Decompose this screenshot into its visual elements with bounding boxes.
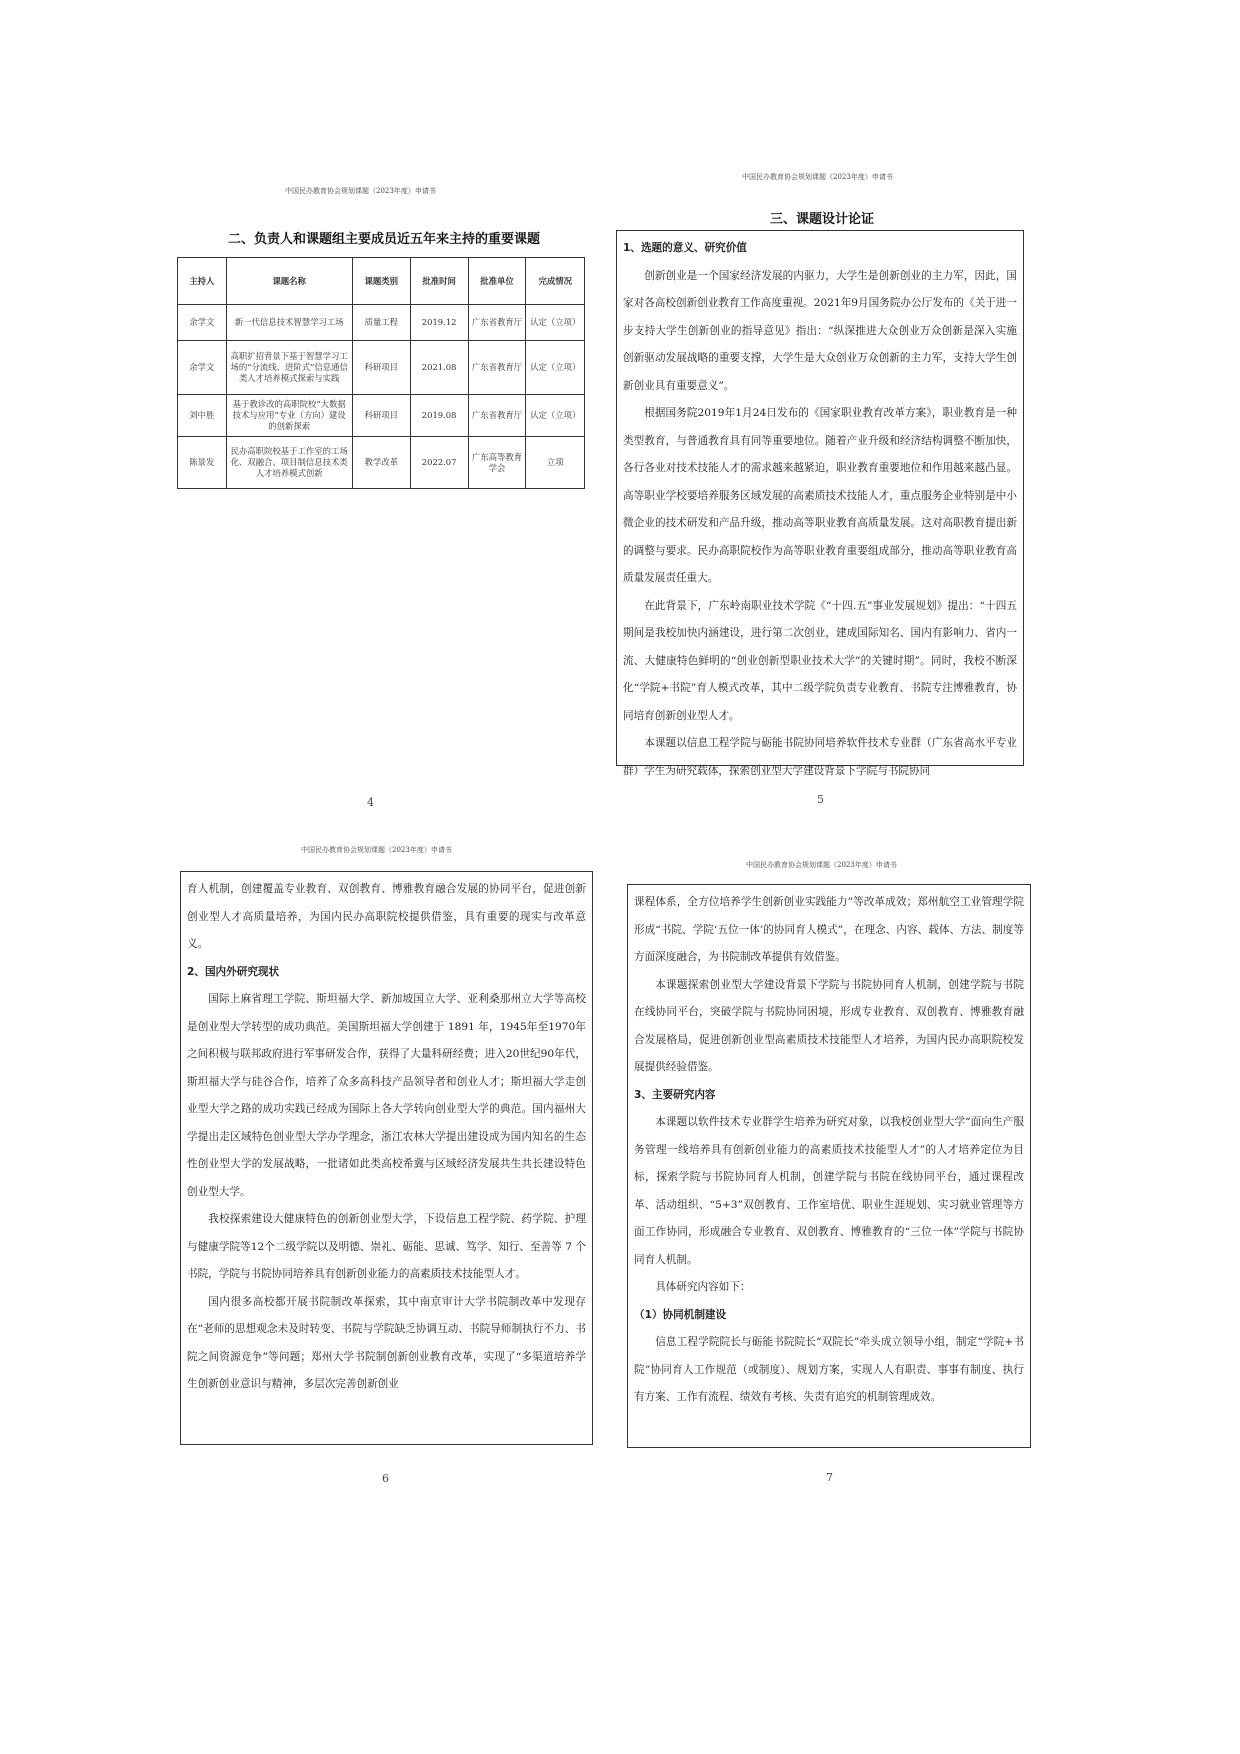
page6-number: 6	[382, 1472, 389, 1485]
table-header-row	[178, 258, 585, 305]
paragraph: 创新创业是一个国家经济发展的内驱力，大学生是创新创业的主力军，因此，国家对各高校创新创业教育工作高度重视。2021年9月国务院办公厅发布的《关于进一步支持大学生创新创业的指导意见》指出：“纵深推进大众创业万众创新是深入实施创新驱动发展战略的重要支撑，大学生是大众创业万众创新的主力军，支持大学生创新创业具有重要意义”。	[623, 269, 1017, 392]
cell-date: 2019.08	[410, 395, 468, 437]
cell-date: 2022.07	[410, 437, 468, 489]
cell-status: 认定（立项）	[526, 341, 585, 395]
paragraph: 本课题探索创业型大学建设背景下学院与书院协同育人机制，创建学院与书院在线协同平台，突破学院与书院协同困境，形成专业教育、双创教育、博雅教育融合发展格局，促进创新创业型高素质技术技能型人才培养，为国内民办高职院校发展提供经验借鉴。	[634, 978, 1024, 1073]
paragraph: 国内很多高校都开展书院制改革探索，其中南京审计大学书院制改革中发现存在“老师的思想观念未及时转变、书院与学院缺乏协调互动、书院导师制执行不力、书院之间资源竞争”等问题；郑州大学书院制创新创业教育改革，实现了“多渠道培养学生创新创业意识与精神，多层次完善创新创业	[187, 1295, 586, 1390]
cell-name: 基于教诊改的高职院校“大数据技术与应用”专业（方向）建设的创新探索	[226, 395, 352, 437]
page6-heading: 2、国内外研究现状	[187, 965, 280, 978]
paragraph: 在此背景下，广东岭南职业技术学院《“十四.五”事业发展规划》提出：“十四五期间是我校加快内涵建设，进行第二次创业，建成国际知名、国内有影响力、省内一流、大健康特色鲜明的“创业创新型职业技术大学”的关键时期”。同时，我校不断深化“学院+书院”育人模式改革，其中二级学院负责专业教育、书院专注博雅教育，协同培育创新创业型人才。	[623, 599, 1017, 722]
cell-unit: 广东省教育厅	[468, 395, 526, 437]
col-category: 课题类别	[352, 258, 410, 305]
page7-number: 7	[826, 1471, 833, 1484]
table-row	[178, 305, 585, 341]
cell-host: 余学文	[178, 341, 227, 395]
cell-name: 新一代信息技术智慧学习工场	[226, 305, 352, 341]
cell-date: 2019.12	[410, 305, 468, 341]
col-status: 完成情况	[526, 258, 585, 305]
projects-table	[177, 257, 585, 489]
col-name: 课题名称	[226, 258, 352, 305]
cell-host: 余学文	[178, 305, 227, 341]
page4-header: 中国民办教育协会规划课题（2023年度）申请书	[285, 187, 436, 195]
cell-status: 立项	[526, 437, 585, 489]
cell-name: 高职扩招背景下基于智慧学习工场的“分流线、进阶式”信息通信类人才培养模式探索与实践	[226, 341, 352, 395]
table-row	[178, 341, 585, 395]
paragraph: 本课题以信息工程学院与砺能书院协同培养软件技术专业群（广东省高水平专业群）学生为研究载体，探索创业型大学建设背景下学院与书院协同	[623, 737, 1017, 777]
page7-heading: 3、主要研究内容	[634, 1088, 716, 1101]
paragraph: 信息工程学院院长与砺能书院院长“双院长”牵头成立领导小组，制定“学院+书院”协同育人工作规范（或制度）、规划方案，实现人人有职责、事事有制度、执行有方案、工作有流程、绩效有考核、失责有追究的机制管理成效。	[634, 1336, 1024, 1403]
paragraph: 具体研究内容如下：	[655, 1281, 751, 1293]
cell-unit: 广东省教育厅	[468, 341, 526, 395]
table-row	[178, 395, 585, 437]
paragraph: 根据国务院2019年1月24日发布的《国家职业教育改革方案》，职业教育是一种类型教育，与普通教育具有同等重要地位。随着产业升级和经济结构调整不断加快，各行各业对技术技能人才的需求越来越紧迫，职业教育重要地位和作用越来越凸显。高等职业学校要培养服务区域发展的高素质技术技能人才，重点服务企业特别是中小微企业的技术研发和产品升级，推动高等职业教育高质量发展。这对高职教育提出新的调整与要求。民办高职院校作为高等职业教育重要组成部分，推动高等职业教育高质量发展责任重大。	[623, 407, 1017, 584]
cell-date: 2021.08	[410, 341, 468, 395]
page7-subheading: （1）协同机制建设	[634, 1308, 727, 1321]
page5-section-title: 三、课题设计论证	[770, 212, 875, 227]
page5-number: 5	[817, 793, 824, 806]
cell-category: 科研项目	[352, 341, 410, 395]
cell-host: 陈景发	[178, 437, 227, 489]
page6-content-box	[180, 871, 593, 1445]
table-row	[178, 437, 585, 489]
page4-section-title: 二、负责人和课题组主要成员近五年来主持的重要课题	[228, 232, 541, 247]
page5-header: 中国民办教育协会规划课题（2023年度）申请书	[742, 173, 893, 181]
cell-unit: 广东高等教育学会	[468, 437, 526, 489]
col-date: 批准时间	[410, 258, 468, 305]
paragraph: 育人机制，创建覆盖专业教育、双创教育、博雅教育融合发展的协同平台，促进创新创业型人才高质量培养，为国内民办高职院校提供借鉴，具有重要的现实与改革意义。	[187, 883, 586, 950]
page5-heading: 1、选题的意义、研究价值	[623, 242, 747, 254]
paragraph: 我校探索建设大健康特色的创新创业型大学，下设信息工程学院、药学院、护理与健康学院等12个二级学院以及明德、崇礼、砺能、思诚、笃学、知行、至善等 7 个书院，学院与书院协同培养具有创新创业能力的高素质技术技能型人才。	[187, 1213, 586, 1280]
cell-status: 认定（立项）	[526, 395, 585, 437]
page6-header: 中国民办教育协会规划课题（2023年度）申请书	[301, 846, 452, 854]
cell-name: 民办高职院校基于工作室的工场化、双融合、项目制信息技术类人才培养模式创新	[226, 437, 352, 489]
cell-unit: 广东省教育厅	[468, 305, 526, 341]
paragraph: 课程体系，全方位培养学生创新创业实践能力”等改革成效；郑州航空工业管理学院形成“书院、学院‘五位一体’的协同育人模式”，在理念、内容、载体、方法、制度等方面深度融合，为书院制改革提供有效借鉴。	[634, 896, 1024, 963]
cell-category: 质量工程	[352, 305, 410, 341]
col-host: 主持人	[178, 258, 227, 305]
cell-status: 认定（立项）	[526, 305, 585, 341]
page7-header: 中国民办教育协会规划课题（2023年度）申请书	[746, 861, 897, 869]
cell-category: 科研项目	[352, 395, 410, 437]
page7-content-box	[627, 884, 1031, 1448]
paragraph: 国际上麻省理工学院、斯坦福大学、新加坡国立大学、亚利桑那州立大学等高校是创业型大学转型的成功典范。美国斯坦福大学创建于 1891 年，1945年至1970年之间积极与联邦政府进行军事研发合作，获得了大量科研经费；进入20世纪90年代，斯坦福大学与硅谷合作，培养了众多高科技产品领导者和创业人才；斯坦福大学走创业型大学之路的成功实践已经成为国际上各大学转向创业型大学的典范。国内福州大学提出走区域特色创业型大学办学理念，浙江农林大学提出建设成为国内知名的生态性创业型大学的发展战略，一批诸如此类高校希冀与区域经济发展共生共长建设特色创业型大学。	[187, 993, 586, 1198]
cell-host: 刘中胜	[178, 395, 227, 437]
page5-content-box	[616, 230, 1024, 777]
paragraph: 本课题以软件技术专业群学生培养为研究对象，以我校创业型大学“面向生产服务管理一线培养具有创新创业能力的高素质技术技能型人才”的人才培养定位为目标，探索学院与书院协同育人机制，创建学院与书院在线协同平台，通过课程改革、活动组织、“5+3”双创教育、工作室培优、职业生涯规划、实习就业管理等方面工作协同，形成融合专业教育、双创教育、博雅教育的“三位一体”学院与书院协同育人机制。	[634, 1116, 1024, 1266]
cell-category: 教学改革	[352, 437, 410, 489]
page4-number: 4	[367, 796, 374, 809]
col-unit: 批准单位	[468, 258, 526, 305]
